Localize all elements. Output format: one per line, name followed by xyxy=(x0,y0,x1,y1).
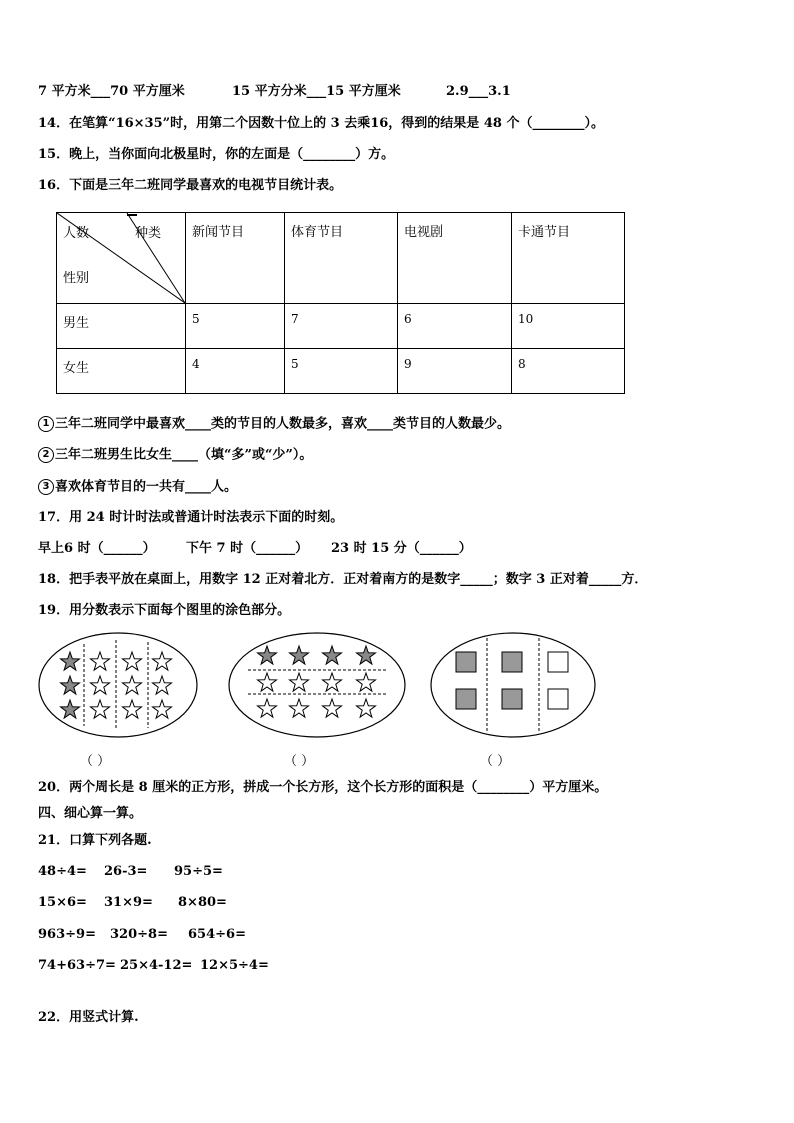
q16-sub-1 xyxy=(38,416,510,433)
calc-item: 31×9= xyxy=(104,895,153,910)
q17-item: 早上6 时（______） xyxy=(38,541,156,556)
q19-answer-2: （ ） xyxy=(284,754,315,769)
row-label: 男生 xyxy=(57,304,186,349)
calc-item: 320÷8= xyxy=(110,927,168,942)
calc-item: 963÷9= xyxy=(38,927,96,942)
q13-compare-c: 2.9___3.1 xyxy=(446,84,511,99)
calc-item: 74+63÷7= xyxy=(38,958,116,973)
cell: 8 xyxy=(512,349,625,394)
question-18: 18．把手表平放在桌面上，用数字 12 正对着北方．正对着南方的是数字_____；数字 3 正对着_____方． xyxy=(38,572,648,587)
column-header: 电视剧 xyxy=(398,213,512,304)
cell: 4 xyxy=(186,349,285,394)
calc-item: 48÷4= xyxy=(38,864,87,879)
cell: 5 xyxy=(285,349,398,394)
q16-sub-3-text: 喜欢体育节目的一共有____人。 xyxy=(55,479,238,495)
calc-item: 8×80= xyxy=(178,895,227,910)
calc-item: 95÷5= xyxy=(174,864,223,879)
q19-answer-1: （ ） xyxy=(80,754,111,769)
q16-sub-3 xyxy=(38,479,237,496)
row-label: 女生 xyxy=(57,349,186,394)
header-gender: 性别 xyxy=(63,271,90,286)
cell: 10 xyxy=(512,304,625,349)
header-type: 种类 xyxy=(135,226,162,241)
cell: 5 xyxy=(186,304,285,349)
question-16-title: 16．下面是三年二班同学最喜欢的电视节目统计表。 xyxy=(38,178,343,193)
question-22: 22．用竖式计算. xyxy=(38,1010,139,1025)
question-20: 20．两个周长是 8 厘米的正方形，拼成一个长方形，这个长方形的面积是（________）平方厘米。 xyxy=(38,780,608,795)
calc-item: 26-3= xyxy=(104,864,148,879)
cell: 9 xyxy=(398,349,512,394)
question-19-title: 19．用分数表示下面每个图里的涂色部分。 xyxy=(38,603,291,618)
q16-sub-1-text: 三年二班同学中最喜欢____类的节目的人数最多，喜欢____类节目的人数最少。 xyxy=(55,416,511,432)
q16-sub-2 xyxy=(38,447,312,464)
header-people: 人数 xyxy=(63,226,90,241)
column-header: 体育节目 xyxy=(285,213,398,304)
question-14: 14．在笔算“16×35”时，用第二个因数十位上的 3 去乘16，得到的结果是 48 个（________）。 xyxy=(38,116,604,131)
table-row xyxy=(57,349,625,394)
q13-compare-b: 15 平方分米___15 平方厘米 xyxy=(232,84,401,99)
ellipse-stars-figure-2 xyxy=(226,630,408,740)
circled-number: 2 xyxy=(38,447,54,463)
cell: 7 xyxy=(285,304,398,349)
question-15: 15．晚上，当你面向北极星时，你的左面是（________）方。 xyxy=(38,147,395,162)
ellipse-stars-figure-1 xyxy=(36,630,200,740)
circled-number: 3 xyxy=(38,479,54,495)
calc-item: 15×6= xyxy=(38,895,87,910)
tv-program-table xyxy=(56,212,625,394)
q13-compare-a: 7 平方米___70 平方厘米 xyxy=(38,84,185,99)
q17-item: 下午 7 时（______） xyxy=(186,541,309,556)
cell: 6 xyxy=(398,304,512,349)
circled-number: 1 xyxy=(38,416,54,432)
table-row xyxy=(57,304,625,349)
section-4-heading: 四、细心算一算。 xyxy=(38,806,143,821)
table-diagonal-header xyxy=(57,213,186,304)
q17-item: 23 时 15 分（______） xyxy=(331,541,472,556)
q16-sub-2-text: 三年二班男生比女生____（填“多”或“少”）。 xyxy=(55,447,313,463)
calc-item: 654÷6= xyxy=(188,927,246,942)
calc-item: 12×5÷4= xyxy=(200,958,269,973)
column-header: 卡通节目 xyxy=(512,213,625,304)
column-header: 新闻节目 xyxy=(186,213,285,304)
ellipse-squares-figure-3 xyxy=(428,630,598,740)
question-17-title: 17．用 24 时计时法或普通计时法表示下面的时刻。 xyxy=(38,510,344,525)
q19-answer-3: （ ） xyxy=(480,754,511,769)
calc-item: 25×4-12= xyxy=(120,958,193,973)
question-21-title: 21．口算下列各题. xyxy=(38,833,152,848)
